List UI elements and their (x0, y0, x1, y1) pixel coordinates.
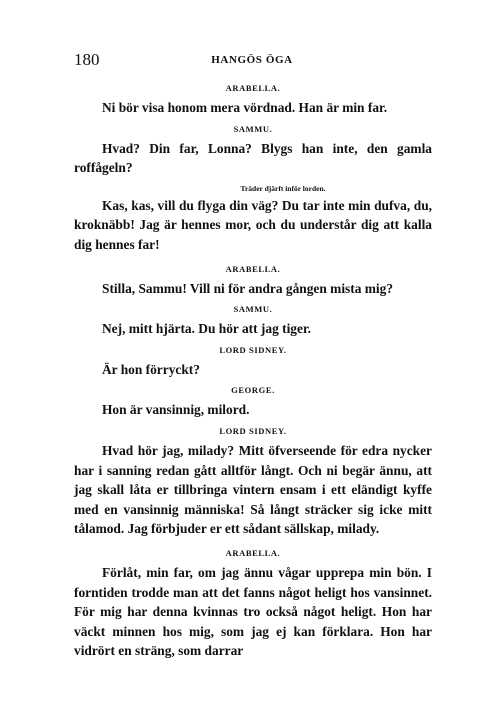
speech-text: Hvad? Din far, Lonna? Blygs han inte, den gamla roffågeln? (74, 140, 432, 176)
speech (74, 441, 432, 539)
speech-text: Ni bör visa honom mera vördnad. Han är min far. (102, 100, 388, 115)
speech (74, 139, 432, 178)
speaker-name: GEORGE. (231, 385, 275, 396)
speaker-name: SAMMU. (233, 304, 273, 315)
speech-text: Stilla, Sammu! Vill ni för andra gången mista mig? (102, 280, 394, 296)
running-title: HANGÖS ÖGA (211, 54, 293, 66)
speaker-name: ARABELLA. (225, 263, 281, 274)
speaker-name: LORD SIDNEY. (219, 425, 287, 436)
speech-text: Hon är vansinnig, milord. (102, 402, 250, 418)
speaker-name: ARABELLA. (225, 83, 281, 93)
speech (74, 196, 432, 255)
speech (74, 98, 432, 118)
page-body (74, 80, 432, 670)
speech (74, 360, 432, 380)
page-number: 180 (74, 50, 100, 69)
speech-text: Nej, mitt hjärta. Du hör att jag tiger. (102, 321, 311, 337)
stage-direction: Träder djärft inför lorden. (240, 183, 326, 193)
speech-text: Hvad hör jag, milady? Mitt öfverseende för edra nycker har i sanning redan gått alltför långt. Och ni begär ännu, att jag skall låta er tillbringa vintern ensam i ett eländigt kyffe med en vansinnig människa! Så långt sträcker sig icke mitt tålamod. Jag förbjuder er ett sådant sällskap, milady. (74, 442, 432, 537)
speaker-name: SAMMU. (233, 123, 273, 134)
speech-text: Är hon förryckt? (102, 361, 200, 377)
speech (74, 319, 432, 339)
speech (74, 400, 432, 420)
speech (74, 279, 432, 299)
speech-text: Förlåt, min far, om jag ännu vågar upprepa min bön. I forntiden trodde man att det fanns något heligt hos vansinnet. För mig har denna kvinnas tro också något heligt. Hon har väckt minnen hos mig, som jag ej kan förklara. Hon har vidrört en sträng, som darrar (74, 564, 432, 659)
speech-text: Kas, kas, vill du flyga din väg? Du tar inte min dufva, du, kroknäbb! Jag är hennes mor, och du understår dig att kalla dig hennes far! (74, 197, 432, 252)
page-header (74, 50, 430, 72)
speaker-name: LORD SIDNEY. (219, 344, 287, 355)
speaker-name: ARABELLA. (225, 547, 281, 558)
speech (74, 563, 432, 661)
